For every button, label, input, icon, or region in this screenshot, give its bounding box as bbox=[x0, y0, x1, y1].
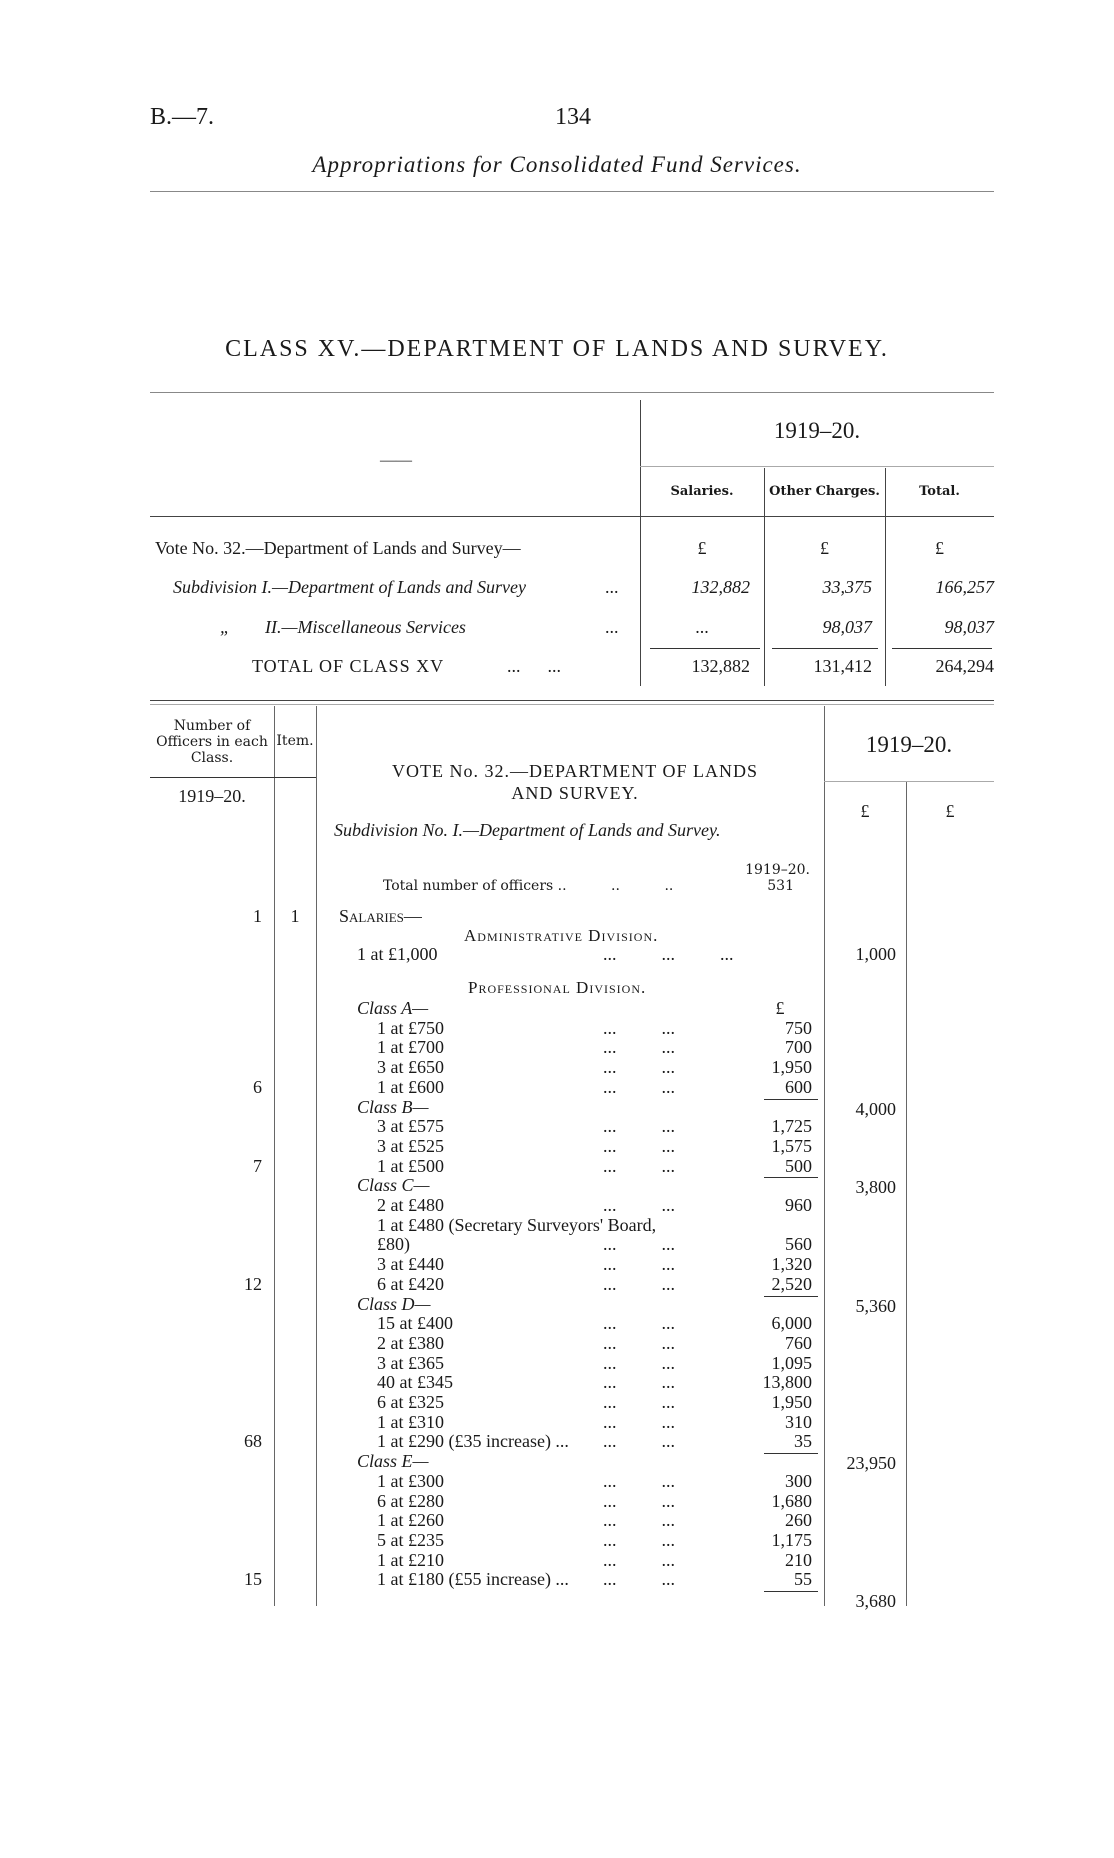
class-name: Class C— bbox=[357, 1175, 430, 1196]
salary-line-label: 1 at £210 bbox=[377, 1549, 444, 1570]
salary-line-label: 5 at £235 bbox=[377, 1529, 444, 1550]
currency-other: £ bbox=[820, 538, 829, 558]
total-officers-label: Total number of officers .. .. .. bbox=[383, 878, 674, 894]
salary-line-amount: 760 bbox=[785, 1332, 812, 1353]
total-total: 264,294 bbox=[935, 656, 994, 676]
detail-vline-desc bbox=[316, 706, 317, 1606]
salary-line-label: 3 at £650 bbox=[377, 1057, 444, 1078]
class-name: Class E— bbox=[357, 1451, 429, 1472]
row-total: 98,037 bbox=[944, 617, 994, 637]
summary-top-rule bbox=[150, 392, 994, 393]
running-title: Appropriations for Consolidated Fund Services. bbox=[312, 152, 802, 177]
salary-line-amount: 1,950 bbox=[771, 1392, 812, 1412]
admin-total: 1,000 bbox=[855, 944, 896, 964]
col-total-header: Total. bbox=[919, 484, 960, 499]
class-officers: 7 bbox=[253, 1155, 262, 1176]
class-name: Class B— bbox=[357, 1096, 429, 1117]
salary-line-amount: 1,575 bbox=[771, 1135, 812, 1156]
salary-line-amount: 300 bbox=[785, 1470, 812, 1491]
salary-line-amount: 560 bbox=[785, 1234, 812, 1255]
salary-line-dots: ... ... bbox=[603, 1510, 675, 1531]
salary-line-dots: ... ... bbox=[603, 1313, 675, 1334]
total-rule-3 bbox=[892, 648, 992, 649]
salary-line-amount: 1,095 bbox=[771, 1352, 812, 1373]
row-total: 166,257 bbox=[935, 577, 994, 597]
summary-bottom-rule bbox=[150, 700, 994, 701]
salary-line-amount: 55 bbox=[794, 1569, 812, 1590]
col-salaries-header: Salaries. bbox=[670, 484, 734, 499]
salary-line-dots: ... ... bbox=[603, 1017, 675, 1038]
salary-line-dots: ... ... bbox=[603, 1372, 675, 1393]
total-other: 131,412 bbox=[813, 656, 872, 676]
salary-line-dots: ... ... bbox=[603, 1135, 675, 1156]
class-name: Class D— bbox=[357, 1293, 431, 1314]
page-number: 134 bbox=[555, 104, 591, 130]
class-subtotal: 4,000 bbox=[855, 1098, 896, 1119]
col-item-header: Item. bbox=[276, 733, 314, 749]
class-officers: 12 bbox=[244, 1273, 262, 1294]
class-subtotal: 23,950 bbox=[846, 1453, 896, 1474]
salary-line-label: 2 at £480 bbox=[377, 1195, 444, 1215]
salary-line-amount: 310 bbox=[785, 1411, 812, 1432]
salary-line-amount: 700 bbox=[785, 1037, 812, 1058]
class-subtotal: 3,800 bbox=[855, 1177, 896, 1198]
admin-dots: ... ... ... bbox=[603, 944, 734, 964]
salary-line-amount: 750 bbox=[785, 1017, 812, 1038]
salary-line-label: 1 at £290 (£35 increase) ... bbox=[377, 1431, 569, 1452]
salary-line-dots: ... ... bbox=[603, 1490, 675, 1511]
detail-currency-2: £ bbox=[945, 801, 955, 821]
row-salaries: 132,882 bbox=[691, 577, 750, 597]
salary-line-dots: ... ... bbox=[603, 1155, 675, 1176]
salary-line-dots: ... ... bbox=[603, 1569, 675, 1590]
salary-line-label: 1 at £260 bbox=[377, 1510, 444, 1531]
vote-title-line2: AND SURVEY. bbox=[511, 783, 639, 803]
salary-line-dots: ... ... bbox=[603, 1037, 675, 1058]
row-other: 33,375 bbox=[822, 577, 872, 597]
class-name: Class A— bbox=[357, 998, 429, 1018]
salaries-heading: Salaries— bbox=[339, 906, 422, 926]
detail-currency-1: £ bbox=[860, 801, 870, 821]
class-subtotal-rule bbox=[764, 1296, 818, 1297]
salary-line-amount: 1,680 bbox=[771, 1490, 812, 1511]
currency-total: £ bbox=[935, 538, 944, 558]
salary-line-amount: 35 bbox=[794, 1431, 812, 1452]
item-number: 1 bbox=[290, 906, 300, 926]
officers-year-label: 1919–20. bbox=[745, 862, 810, 878]
row-label: II.—Miscellaneous Services bbox=[265, 617, 466, 637]
salary-line-dots: ... ... bbox=[603, 1234, 675, 1255]
class-subtotal: 5,360 bbox=[855, 1295, 896, 1316]
salary-line-amount: 960 bbox=[785, 1195, 812, 1215]
salary-line-dots: ... ... bbox=[603, 1529, 675, 1550]
salary-line-label: 1 at £750 bbox=[377, 1017, 444, 1038]
salary-line-dots: ... ... bbox=[603, 1332, 675, 1353]
salary-line-label: 6 at £325 bbox=[377, 1392, 444, 1412]
row-dots: ... bbox=[605, 577, 619, 597]
row-salaries: ... bbox=[695, 617, 709, 637]
class-title: CLASS XV.—DEPARTMENT OF LANDS AND SURVEY. bbox=[225, 336, 889, 362]
col-officers-header: Number of Officers in each Class. bbox=[156, 718, 268, 766]
class-subtotal-rule bbox=[764, 1591, 818, 1592]
salary-line-amount: 1,175 bbox=[771, 1529, 812, 1550]
vote-title-line1: VOTE No. 32.—DEPARTMENT OF LANDS bbox=[392, 761, 758, 781]
class-subtotal: 3,680 bbox=[855, 1591, 896, 1611]
class-officers: 68 bbox=[244, 1431, 262, 1452]
salary-line-dots: ... ... bbox=[603, 1116, 675, 1137]
class-officers: 15 bbox=[244, 1569, 262, 1590]
salary-line-label: 3 at £575 bbox=[377, 1116, 444, 1137]
salary-line-dots: ... ... bbox=[603, 1431, 675, 1452]
salary-line-label: 1 at £500 bbox=[377, 1155, 444, 1176]
salary-line-amount: 1,725 bbox=[771, 1116, 812, 1137]
salary-line-amount: 500 bbox=[785, 1155, 812, 1176]
salary-line-label: 40 at £345 bbox=[377, 1372, 453, 1393]
salary-line-amount: 6,000 bbox=[771, 1313, 812, 1334]
total-rule-1 bbox=[650, 648, 760, 649]
detail-vline-amount2 bbox=[906, 782, 907, 1606]
total-officers-value: 531 bbox=[767, 878, 794, 894]
item-officers: 1 bbox=[253, 906, 262, 926]
row-dots: ... bbox=[605, 617, 619, 637]
salary-line-amount: 210 bbox=[785, 1549, 812, 1570]
total-label: TOTAL OF CLASS XV bbox=[252, 656, 445, 676]
salary-line-dots: ... ... bbox=[603, 1076, 675, 1097]
ditto-mark: „ bbox=[220, 617, 231, 637]
class-subtotal-rule bbox=[764, 1453, 818, 1454]
summary-header-rule bbox=[150, 516, 994, 517]
summary-year: 1919–20. bbox=[773, 418, 861, 443]
col-other-charges-header: Other Charges. bbox=[769, 484, 880, 499]
salary-line-label: 1 at £180 (£55 increase) ... bbox=[377, 1569, 569, 1590]
class-subtotal-rule bbox=[764, 1099, 818, 1100]
detail-year-rule bbox=[824, 781, 994, 782]
col-officers-year: 1919–20. bbox=[178, 786, 246, 806]
admin-line: 1 at £1,000 bbox=[357, 944, 438, 964]
detail-top-rule bbox=[150, 704, 994, 705]
class-pound: £ bbox=[775, 998, 785, 1018]
salary-line-amount: 2,520 bbox=[771, 1273, 812, 1294]
summary-stub-dash: —— bbox=[380, 452, 412, 469]
salary-line-amount: 1,950 bbox=[771, 1057, 812, 1078]
salary-line-dots: ... ... bbox=[603, 1411, 675, 1432]
salary-line-label: 3 at £440 bbox=[377, 1254, 444, 1275]
salary-line-label: 3 at £365 bbox=[377, 1352, 444, 1373]
salary-line-label: 1 at £480 (Secretary Surveyors' Board, bbox=[377, 1214, 657, 1235]
admin-heading: Administrative Division. bbox=[464, 926, 659, 945]
row-label: Subdivision I.—Department of Lands and Survey bbox=[173, 577, 526, 597]
class-subtotal-rule bbox=[764, 1177, 818, 1178]
prof-heading: Professional Division. bbox=[468, 978, 647, 997]
salary-line-amount: 600 bbox=[785, 1076, 812, 1097]
summary-year-rule bbox=[640, 466, 994, 467]
salary-line-label: 15 at £400 bbox=[377, 1313, 453, 1334]
detail-header-rule bbox=[150, 777, 316, 778]
header-rule bbox=[150, 191, 994, 192]
salary-line-label: 1 at £310 bbox=[377, 1411, 444, 1432]
salary-line-dots: ... ... bbox=[603, 1352, 675, 1373]
class-officers: 6 bbox=[253, 1076, 262, 1097]
salary-line-dots: ... ... bbox=[603, 1057, 675, 1078]
total-rule-2 bbox=[772, 648, 878, 649]
salary-line-amount: 13,800 bbox=[762, 1372, 812, 1393]
salary-line-dots: ... ... bbox=[603, 1549, 675, 1570]
salary-line-label: 6 at £420 bbox=[377, 1273, 444, 1294]
salary-line-label: 6 at £280 bbox=[377, 1490, 444, 1511]
total-dots: ... ... bbox=[507, 656, 561, 676]
salary-line-label: 2 at £380 bbox=[377, 1332, 444, 1353]
salary-line-label: 1 at £600 bbox=[377, 1076, 444, 1097]
salary-line-amount: 260 bbox=[785, 1510, 812, 1531]
detail-vline-item bbox=[274, 706, 275, 1606]
salary-line-label: £80) bbox=[377, 1234, 410, 1255]
subdivision-title: Subdivision No. I.—Department of Lands and Survey. bbox=[334, 820, 721, 840]
salary-line-dots: ... ... bbox=[603, 1392, 675, 1412]
salary-line-label: 1 at £700 bbox=[377, 1037, 444, 1058]
detail-year: 1919–20. bbox=[865, 732, 953, 757]
total-salaries: 132,882 bbox=[691, 656, 750, 676]
salary-line-dots: ... ... bbox=[603, 1273, 675, 1294]
salary-line-dots: ... ... bbox=[603, 1195, 675, 1215]
vote-title bbox=[340, 760, 810, 804]
row-other: 98,037 bbox=[822, 617, 872, 637]
page-reference: B.—7. bbox=[150, 104, 215, 130]
salary-line-dots: ... ... bbox=[603, 1254, 675, 1275]
vote-line: Vote No. 32.—Department of Lands and Survey— bbox=[155, 538, 521, 558]
salary-line-amount: 1,320 bbox=[771, 1254, 812, 1275]
salary-line-label: 1 at £300 bbox=[377, 1470, 444, 1491]
salary-line-label: 3 at £525 bbox=[377, 1135, 444, 1156]
currency-salaries: £ bbox=[697, 538, 707, 558]
salary-line-dots: ... ... bbox=[603, 1470, 675, 1491]
